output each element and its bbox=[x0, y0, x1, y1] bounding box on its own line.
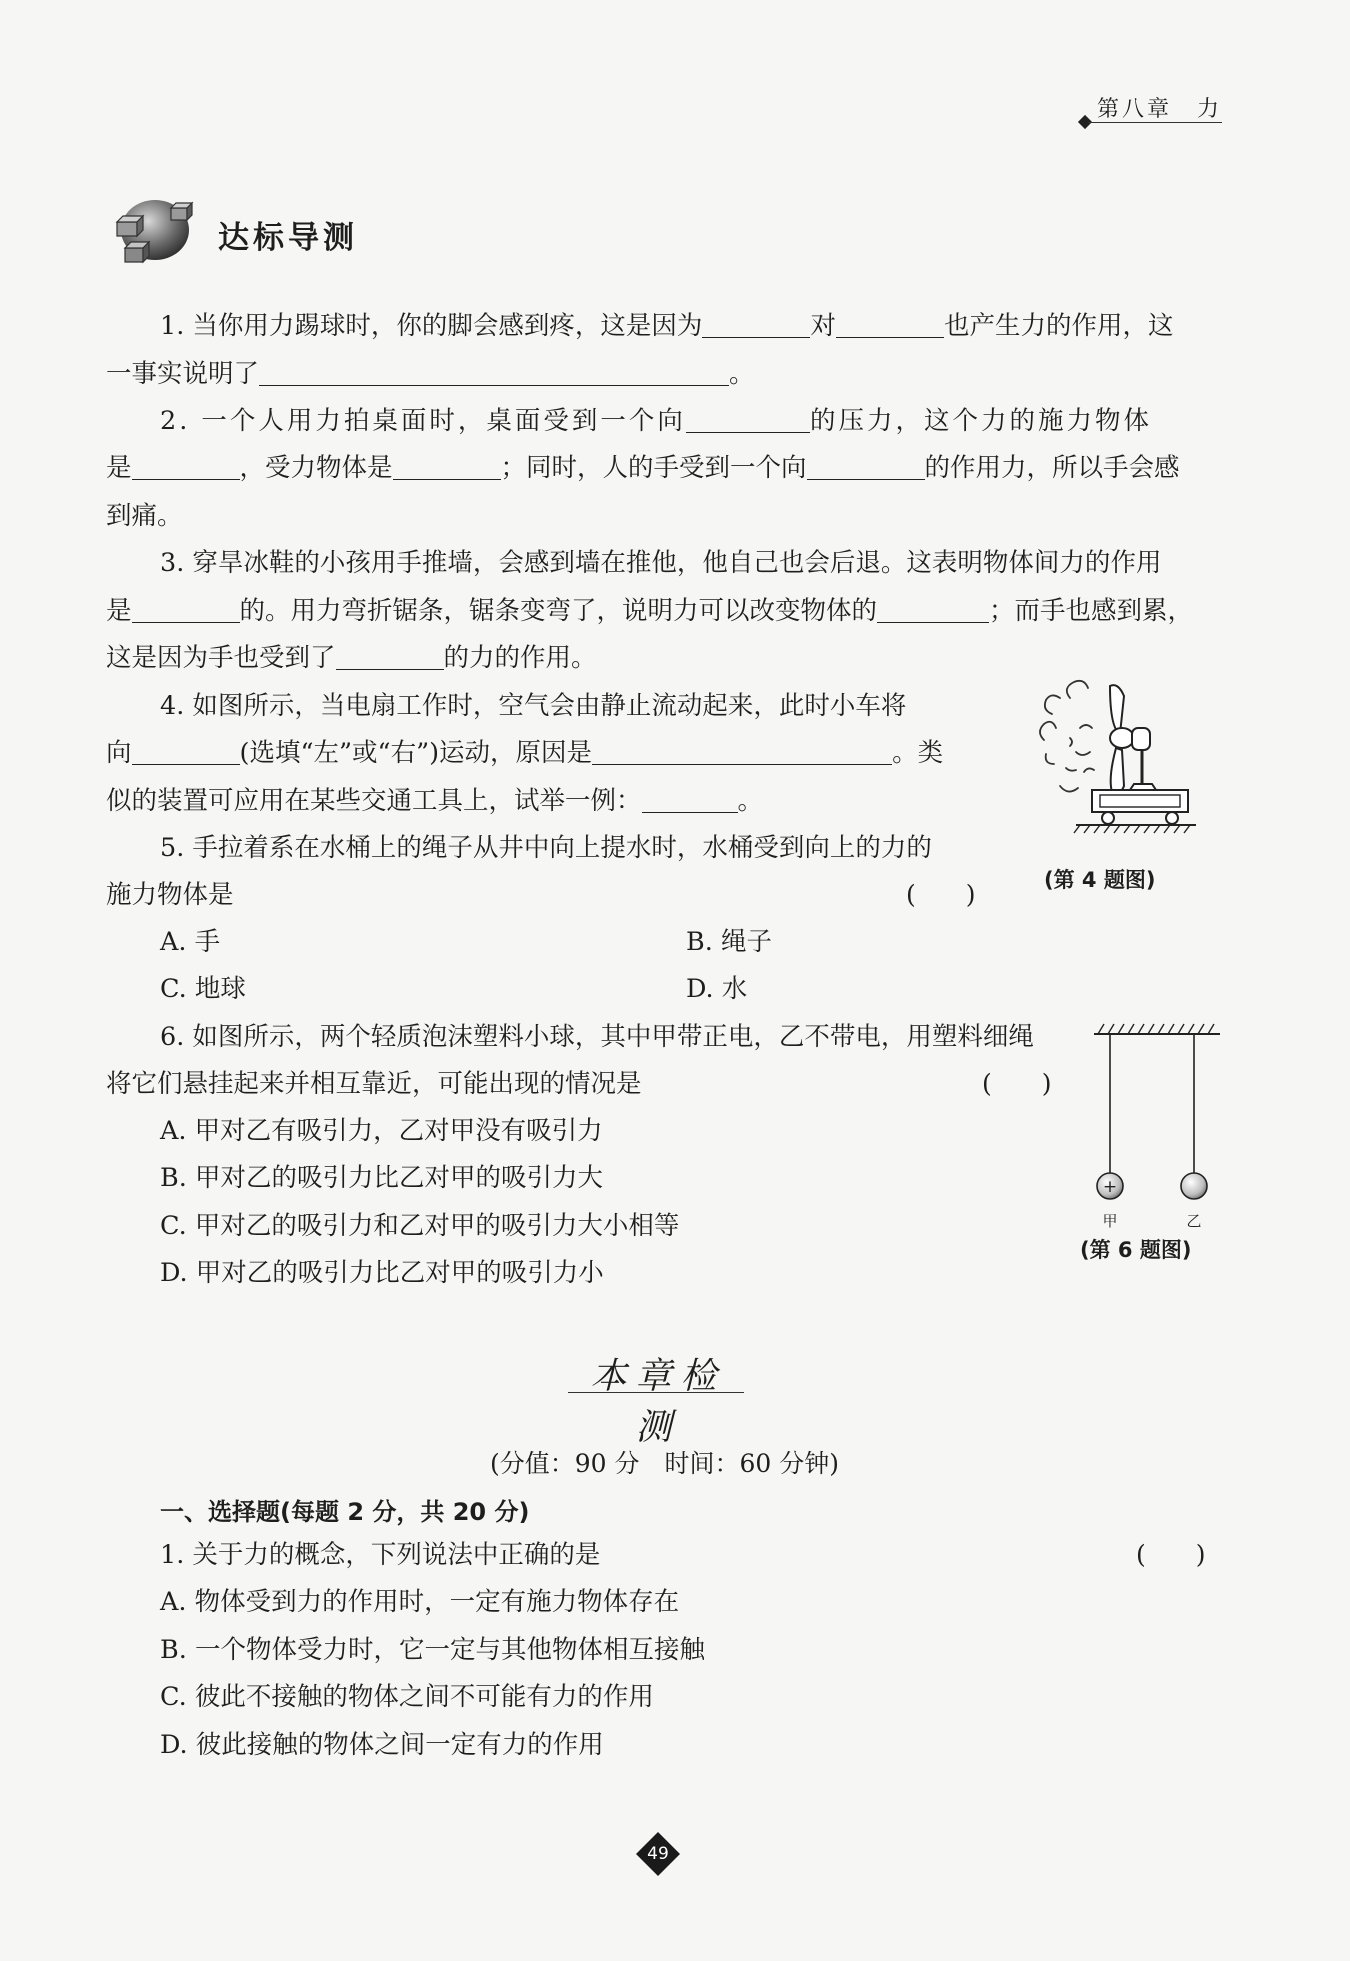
answer-blank bbox=[132, 600, 240, 623]
q2-text-e: ；同时，人的手受到一个向 bbox=[500, 453, 807, 483]
answer-blank bbox=[877, 600, 989, 623]
q6-option-d: D. 甲对乙的吸引力比乙对甲的吸引力小 bbox=[160, 1258, 604, 1288]
q4-text-b: (选填“左”或“右”)运动，原因是 bbox=[239, 738, 593, 768]
q4-line2 bbox=[106, 736, 943, 770]
test-q1-option-a: A. 物体受到力的作用时，一定有施力物体存在 bbox=[160, 1587, 680, 1617]
q6-option-b: B. 甲对乙的吸引力比乙对甲的吸引力大 bbox=[160, 1163, 603, 1193]
test-q1-option-c: C. 彼此不接触的物体之间不可能有力的作用 bbox=[160, 1682, 654, 1712]
q1-text-d: 一事实说明了 bbox=[106, 359, 260, 389]
test-q1-option-d: D. 彼此接触的物体之间一定有力的作用 bbox=[160, 1730, 604, 1760]
ball-a-label: 甲 bbox=[1102, 1212, 1118, 1230]
q6-line2: 将它们悬挂起来并相互靠近，可能出现的情况是 bbox=[106, 1069, 642, 1099]
q6-answer-paren[interactable]: ( ) bbox=[982, 1069, 1052, 1098]
q4-line3 bbox=[106, 784, 763, 818]
q3-text-e: 的力的作用。 bbox=[443, 643, 597, 673]
q5-option-b: B. 绳子 bbox=[686, 927, 772, 957]
section-title: 达标导测 bbox=[218, 220, 358, 256]
q2-line1 bbox=[160, 404, 1152, 438]
q1-line1 bbox=[160, 309, 1173, 343]
hanging-balls-figure bbox=[1090, 1020, 1224, 1234]
fan-cart-figure bbox=[1030, 668, 1200, 838]
running-head-chapter: 第八章 力 bbox=[1096, 97, 1222, 122]
test-q1-stem: 1. 关于力的概念，下列说法中正确的是 bbox=[160, 1540, 601, 1570]
answer-blank bbox=[807, 457, 925, 480]
answer-blank bbox=[686, 410, 810, 433]
q2-text-d: ，受力物体是 bbox=[239, 453, 393, 483]
q5-answer-paren[interactable]: ( ) bbox=[906, 880, 976, 909]
q6-line1: 6. 如图所示，两个轻质泡沫塑料小球，其中甲带正电，乙不带电，用塑料细绳 bbox=[160, 1022, 1034, 1052]
test-q1-option-b: B. 一个物体受力时，它一定与其他物体相互接触 bbox=[160, 1635, 705, 1665]
q3-line1: 3. 穿旱冰鞋的小孩用手推墙，会感到墙在推他，他自己也会后退。这表明物体间力的作用 bbox=[160, 548, 1162, 578]
answer-blank bbox=[259, 363, 729, 386]
q2-text-f: 的作用力，所以手会感 bbox=[924, 453, 1180, 483]
q1-text-a: 1. 当你用力踢球时，你的脚会感到疼，这是因为 bbox=[160, 311, 703, 341]
q6-figure-caption: (第 6 题图) bbox=[1080, 1238, 1192, 1262]
running-head-rule bbox=[1088, 122, 1222, 123]
answer-blank bbox=[336, 647, 444, 670]
q1-text-e: 。 bbox=[729, 359, 755, 389]
q5-line2: 施力物体是 bbox=[106, 880, 234, 910]
chapter-test-rule bbox=[568, 1392, 744, 1393]
answer-blank bbox=[642, 790, 738, 813]
q3-text-c: ；而手也感到累， bbox=[989, 596, 1194, 626]
q5-option-c: C. 地球 bbox=[160, 974, 246, 1004]
answer-blank bbox=[592, 742, 892, 765]
q4-line1: 4. 如图所示，当电扇工作时，空气会由静止流动起来，此时小车将 bbox=[160, 691, 907, 721]
q3-text-d: 这是因为手也受到了 bbox=[106, 643, 336, 673]
q4-figure-caption: (第 4 题图) bbox=[1044, 868, 1156, 892]
q3-line2 bbox=[106, 594, 1193, 628]
q3-text-b: 的。用力弯折锯条，锯条变弯了，说明力可以改变物体的 bbox=[239, 596, 878, 626]
plus-sign: + bbox=[1102, 1177, 1118, 1197]
q2-text-b: 的压力，这个力的施力物体 bbox=[809, 406, 1152, 436]
section-logo-icon bbox=[105, 190, 205, 270]
q2-text-c: 是 bbox=[106, 453, 132, 483]
ball-b bbox=[1181, 1173, 1207, 1199]
q3-text-a: 是 bbox=[106, 596, 132, 626]
q6-option-a: A. 甲对乙有吸引力，乙对甲没有吸引力 bbox=[160, 1116, 603, 1146]
page-number: 49 bbox=[647, 1844, 669, 1864]
score-time-line: (分值：90 分 时间：60 分钟) bbox=[490, 1449, 840, 1478]
test-q1-answer-paren[interactable]: ( ) bbox=[1136, 1540, 1206, 1569]
answer-blank bbox=[393, 457, 501, 480]
answer-blank bbox=[132, 457, 240, 480]
q1-text-b: 对 bbox=[810, 311, 836, 341]
q2-text-a: 2. 一个人用力拍桌面时，桌面受到一个向 bbox=[160, 406, 686, 436]
q4-text-e: 。 bbox=[737, 786, 764, 816]
ball-b-label: 乙 bbox=[1186, 1212, 1202, 1230]
answer-blank bbox=[836, 315, 944, 338]
q4-text-c: 。类 bbox=[892, 738, 944, 768]
q3-line3 bbox=[106, 641, 597, 675]
q5-option-d: D. 水 bbox=[686, 974, 748, 1004]
q6-option-c: C. 甲对乙的吸引力和乙对甲的吸引力大小相等 bbox=[160, 1211, 680, 1241]
section-heading-choice: 一、选择题(每题 2 分，共 20 分) bbox=[160, 1498, 530, 1526]
q4-text-d: 似的装置可应用在某些交通工具上，试举一例： bbox=[106, 786, 642, 816]
q2-line2 bbox=[106, 451, 1180, 485]
q5-line1: 5. 手拉着系在水桶上的绳子从井中向上提水时，水桶受到向上的力的 bbox=[160, 833, 932, 863]
chapter-test-title: 本章检测 bbox=[590, 1356, 726, 1448]
answer-blank bbox=[132, 742, 240, 765]
q1-text-c: 也产生力的作用，这 bbox=[943, 311, 1174, 341]
answer-blank bbox=[702, 315, 810, 338]
page-number-badge bbox=[634, 1830, 682, 1878]
q1-line2 bbox=[106, 357, 755, 391]
q4-text-a: 向 bbox=[106, 738, 132, 768]
q5-option-a: A. 手 bbox=[160, 927, 221, 957]
q2-line3: 到痛。 bbox=[106, 501, 183, 531]
